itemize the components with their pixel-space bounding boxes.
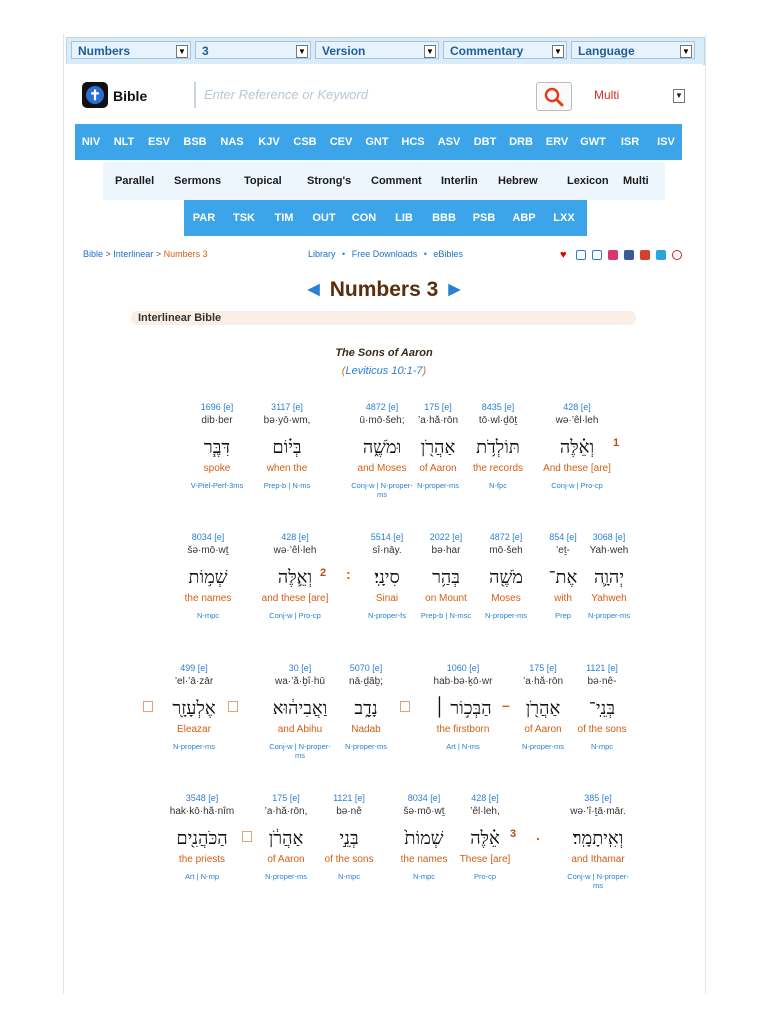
english-gloss: the priests xyxy=(178,854,226,865)
parsing[interactable]: N-proper-ms xyxy=(344,742,388,751)
hebrew-word: דִּבֶּ֧ר xyxy=(203,437,231,458)
transliteration: wə·’î·ṯā·mār. xyxy=(570,806,626,817)
interlinear-word xyxy=(182,402,252,490)
transliteration: mō·šeh xyxy=(489,545,523,556)
version-tab-abp[interactable]: ABP xyxy=(512,212,536,224)
tool-tab-hebrew[interactable]: Hebrew xyxy=(498,175,538,187)
paren-close: ) xyxy=(422,365,427,377)
parsing[interactable]: N-proper-ms xyxy=(484,611,528,620)
english-gloss: and Abihu xyxy=(277,724,323,735)
version-tab-esv[interactable]: ESV xyxy=(147,136,170,148)
strongs-number[interactable]: 3117 [e] xyxy=(271,402,303,412)
chevron-down-icon: ▼ xyxy=(424,45,436,58)
version-select-label: Version xyxy=(322,44,366,58)
version-tab-isv[interactable]: ISV xyxy=(657,136,675,148)
english-gloss: with xyxy=(554,593,572,604)
interlinear-word xyxy=(265,663,335,760)
interlinear-word xyxy=(251,793,321,881)
tool-tab-sermons[interactable]: Sermons xyxy=(174,175,222,187)
interlinear-word xyxy=(331,663,401,751)
version-tab-drb[interactable]: DRB xyxy=(509,136,533,148)
strongs-number[interactable]: 1060 [e] xyxy=(446,663,480,673)
parsing[interactable]: N-mpc xyxy=(590,742,614,751)
version-tab-cev[interactable]: CEV xyxy=(329,136,353,148)
version-tab-csb[interactable]: CSB xyxy=(293,136,317,148)
version-tab-par[interactable]: PAR xyxy=(192,212,216,224)
hebrew-word: מֹשֶׁ֖ה xyxy=(489,567,523,588)
version-tabs xyxy=(75,124,682,160)
hebrew-word: וְאֵ֛לֶּה xyxy=(277,567,313,588)
hebrew-word: אֵ֗לֶּה xyxy=(470,828,500,849)
english-gloss: And these [are] xyxy=(543,463,611,474)
strongs-number[interactable]: 5514 [e] xyxy=(370,532,404,542)
parsing[interactable]: Conj-w | Pro-cp xyxy=(269,611,321,620)
transliteration: wə·’êl·leh xyxy=(273,545,317,556)
hebrew-word: תּוֹלְדֹ֥ת xyxy=(476,437,520,458)
parsing[interactable]: N-proper-fs xyxy=(368,611,406,620)
parsing[interactable]: Art | N-mp xyxy=(184,872,220,881)
parsing[interactable]: N-fpc xyxy=(489,481,507,490)
free-downloads-link[interactable]: Free Downloads xyxy=(351,249,418,259)
parsing[interactable]: Prep xyxy=(555,611,571,620)
english-gloss: the names xyxy=(400,854,448,865)
strongs-number[interactable]: 854 [e] xyxy=(549,532,577,542)
section-heading: The Sons of Aaron xyxy=(335,347,433,359)
hebrew-word: שְׁמוֹת֙ xyxy=(404,828,444,849)
transliteration: bə·yō·wm, xyxy=(263,415,311,426)
verse-end-mark: . xyxy=(536,827,540,843)
breadcrumb-current: Numbers 3 xyxy=(163,249,208,259)
breadcrumb-separator: > xyxy=(153,249,164,259)
commentary-select[interactable] xyxy=(443,41,567,59)
hebrew-word: בְּנֵ֣י xyxy=(339,828,359,849)
next-chapter-arrow-icon[interactable]: ► xyxy=(444,278,465,301)
hebrew-word: וּמֹשֶׁ֑ה xyxy=(362,437,402,458)
resource-links xyxy=(308,249,463,259)
strongs-number[interactable]: 3548 [e] xyxy=(185,793,219,803)
transliteration: wə·’êl·leh xyxy=(555,415,599,426)
english-gloss: Yahweh xyxy=(591,593,627,604)
strongs-number[interactable]: 8435 [e] xyxy=(481,402,515,412)
section-bar: Interlinear Bible xyxy=(131,311,636,325)
paseq-box-icon xyxy=(228,701,238,712)
parsing[interactable]: N-proper-ms xyxy=(587,611,631,620)
transliteration: bə·nê- xyxy=(587,676,617,687)
commentary-select-label: Commentary xyxy=(450,44,524,58)
english-gloss: on Mount xyxy=(425,593,467,604)
paseq-box-icon xyxy=(242,831,252,842)
verse-number: 1 xyxy=(613,437,620,449)
strongs-number[interactable]: 2022 [e] xyxy=(429,532,463,542)
parsing[interactable]: N-mpc xyxy=(196,611,220,620)
strongs-number[interactable]: 1121 [e] xyxy=(586,663,618,673)
version-tab-nas[interactable]: NAS xyxy=(220,136,244,148)
parsing[interactable]: Pro-cp xyxy=(473,872,497,881)
chapter-select-label: 3 xyxy=(202,44,209,58)
parsing[interactable]: N-mpc xyxy=(412,872,436,881)
instagram-icon[interactable] xyxy=(608,250,618,260)
library-link[interactable]: Library xyxy=(308,249,336,259)
english-gloss: the names xyxy=(184,593,232,604)
hebrew-word: סִינָֽי׃ xyxy=(374,567,400,588)
version-tab-erv[interactable]: ERV xyxy=(545,136,569,148)
book-select[interactable] xyxy=(71,41,191,59)
interlinear-word xyxy=(428,663,498,751)
interlinear-word xyxy=(167,793,237,881)
transliteration: tō·wl·ḏōṯ xyxy=(478,415,518,426)
church-icon[interactable] xyxy=(592,250,602,260)
paseq-box-icon xyxy=(400,701,410,712)
heart-icon[interactable]: ♥ xyxy=(560,249,567,261)
english-gloss: of the sons xyxy=(324,854,374,865)
strongs-number[interactable]: 4872 [e] xyxy=(365,402,399,412)
strongs-number[interactable]: 385 [e] xyxy=(584,793,612,803)
transliteration: dib·ber xyxy=(201,415,233,426)
chevron-down-icon: ▼ xyxy=(552,45,564,58)
interlinear-word xyxy=(463,402,533,490)
strongs-number[interactable]: 428 [e] xyxy=(471,793,499,803)
english-gloss: These [are] xyxy=(459,854,511,865)
interlinear-word xyxy=(389,793,459,881)
chevron-down-icon[interactable]: ▼ xyxy=(673,89,685,103)
hebrew-word: וַאֲבִיה֔וּא xyxy=(272,698,328,719)
search-row xyxy=(66,64,703,124)
transliteration: ’a·hă·rōn xyxy=(522,676,564,687)
cross-reference-link[interactable]: Leviticus 10:1-7 xyxy=(345,365,423,377)
previous-chapter-arrow-icon[interactable]: ◄ xyxy=(303,278,324,301)
parsing[interactable]: Conj-w | Pro-cp xyxy=(551,481,603,490)
verse-number: 3 xyxy=(510,828,517,840)
tool-tab-parallel[interactable]: Parallel xyxy=(115,175,155,187)
hebrew-word: בְּנֵֽי־ xyxy=(588,698,616,719)
version-select[interactable] xyxy=(315,41,439,59)
parsing[interactable]: N-proper-ms xyxy=(416,481,460,490)
transliteration: wa·’ă·ḇî·hū xyxy=(274,676,326,687)
strongs-number[interactable]: 428 [e] xyxy=(281,532,309,542)
hebrew-word: אֶלְעָזָ֖ר xyxy=(172,698,216,719)
interlinear-word xyxy=(508,663,578,751)
interlinear-word xyxy=(352,532,422,620)
version-tab-bsb[interactable]: BSB xyxy=(183,136,207,148)
version-tab-bbb[interactable]: BBB xyxy=(432,212,456,224)
transliteration: ’el·’ā·zār xyxy=(174,676,214,687)
version-tab-asv[interactable]: ASV xyxy=(437,136,461,148)
hebrew-word: אַהֲרֹ֖ן xyxy=(420,437,456,458)
hebrew-word: הַכֹּהֲנִ֖ים xyxy=(176,828,228,849)
transliteration: bə·nê xyxy=(336,806,362,817)
tool-tab-lexicon[interactable]: Lexicon xyxy=(567,175,609,187)
english-gloss: spoke xyxy=(203,463,231,474)
tool-tab-strongs[interactable]: Strong's xyxy=(307,175,352,187)
version-tab-out[interactable]: OUT xyxy=(312,212,336,224)
version-tab-isr[interactable]: ISR xyxy=(620,136,640,148)
tool-tab-comment[interactable]: Comment xyxy=(371,175,422,187)
cross-reference xyxy=(0,365,768,377)
hebrew-word: אַהֲרֹ֖ן xyxy=(525,698,561,719)
hebrew-word: שְׁמ֥וֹת xyxy=(188,567,228,588)
english-gloss: of Aaron xyxy=(267,854,305,865)
version-tab-gwt[interactable]: GWT xyxy=(580,136,606,148)
strongs-number[interactable]: 8034 [e] xyxy=(407,793,441,803)
hebrew-word: בְּהַ֥ר xyxy=(432,567,460,588)
version-tab-lxx[interactable]: LXX xyxy=(553,212,575,224)
parsing[interactable]: Art | N-ms xyxy=(446,742,480,751)
version-tab-psb[interactable]: PSB xyxy=(472,212,496,224)
strongs-number[interactable]: 4872 [e] xyxy=(489,532,523,542)
link-separator: • xyxy=(423,249,427,259)
transliteration: hak·kō·hă·nîm xyxy=(169,806,235,817)
english-gloss: of the sons xyxy=(577,724,627,735)
version-tab-hcs[interactable]: HCS xyxy=(401,136,425,148)
twitter-icon[interactable] xyxy=(656,250,666,260)
parsing[interactable]: Prep-b | N-msc xyxy=(420,611,472,620)
strongs-number[interactable]: 1121 [e] xyxy=(333,793,365,803)
language-select[interactable] xyxy=(571,41,695,59)
parsing[interactable]: Conj-w | N-proper-ms xyxy=(269,742,331,760)
sof-pasuq-mark: : xyxy=(346,566,351,582)
search-input[interactable]: Enter Reference or Keyword xyxy=(194,82,534,108)
chapter-select[interactable] xyxy=(195,41,311,59)
interlinear-word xyxy=(347,402,417,499)
version-tab-kjv[interactable]: KJV xyxy=(258,136,280,148)
chapter-title: Numbers 3 xyxy=(329,278,439,301)
language-select-label: Language xyxy=(578,44,635,58)
transliteration: ’a·hă·rōn xyxy=(417,415,459,426)
version-tab-niv[interactable]: NIV xyxy=(81,136,101,148)
version-tab-con[interactable]: CON xyxy=(351,212,377,224)
paren-open: ( xyxy=(341,365,346,377)
maqqef-dash: – xyxy=(502,697,510,713)
ebibles-link[interactable]: eBibles xyxy=(433,249,463,259)
english-gloss: of Aaron xyxy=(524,724,562,735)
tool-tab-multi[interactable]: Multi xyxy=(623,175,649,187)
bible-logo-icon[interactable]: ✝ xyxy=(82,82,108,108)
english-gloss: the records xyxy=(472,463,524,474)
version-tabs-secondary xyxy=(184,200,587,236)
transliteration: ’êl·leh, xyxy=(470,806,500,817)
transliteration: bə·har xyxy=(431,545,461,556)
english-gloss: Moses xyxy=(491,593,521,604)
english-gloss: when the xyxy=(266,463,308,474)
facebook-icon[interactable] xyxy=(624,250,634,260)
version-tab-nlt[interactable]: NLT xyxy=(113,136,135,148)
transliteration: Yah·weh xyxy=(589,545,629,556)
chevron-down-icon: ▼ xyxy=(176,45,188,58)
verse-number: 2 xyxy=(320,567,327,579)
parsing[interactable]: Conj-w | N-proper-ms xyxy=(351,481,413,499)
strongs-number[interactable]: 30 [e] xyxy=(288,663,312,673)
transliteration: ū·mō·šeh; xyxy=(359,415,405,426)
paseq-box-icon xyxy=(143,701,153,712)
interlinear-word xyxy=(563,793,633,890)
transliteration: sî·nāy. xyxy=(372,545,402,556)
version-tab-dbt[interactable]: DBT xyxy=(473,136,497,148)
tool-tabs xyxy=(103,162,665,200)
book-select-label: Numbers xyxy=(78,44,131,58)
strongs-number[interactable]: 499 [e] xyxy=(180,663,208,673)
english-gloss: and Moses xyxy=(357,463,407,474)
parsing[interactable]: N-proper-ms xyxy=(521,742,565,751)
hebrew-word: אַהֲרֹ֔ן xyxy=(268,828,304,849)
breadcrumb-bible-link[interactable]: Bible xyxy=(83,249,104,259)
search-button[interactable] xyxy=(536,82,572,111)
version-tab-tsk[interactable]: TSK xyxy=(233,212,255,224)
version-tab-gnt[interactable]: GNT xyxy=(365,136,389,148)
transliteration: šə·mō·wṯ xyxy=(187,545,229,556)
parsing[interactable]: N-mpc xyxy=(337,872,361,881)
parsing[interactable]: V-Piel-Perf-3ms xyxy=(190,481,244,490)
parsing[interactable]: Prep-b | N-ms xyxy=(263,481,311,490)
breadcrumb-separator: > xyxy=(103,249,114,259)
interlinear-word xyxy=(542,402,612,490)
pinterest-icon[interactable] xyxy=(672,250,682,260)
version-tab-lib[interactable]: LIB xyxy=(395,212,413,224)
strongs-number[interactable]: 175 [e] xyxy=(272,793,300,803)
link-separator: • xyxy=(342,249,346,259)
interlinear-word xyxy=(471,532,541,620)
breadcrumb-interlinear-link[interactable]: Interlinear xyxy=(113,249,154,259)
hebrew-word: וְאִֽיתָמָֽר׃ xyxy=(572,828,624,849)
hebrew-word: אֶת־ xyxy=(548,567,578,588)
tool-tab-interlin[interactable]: Interlin xyxy=(441,175,478,187)
hebrew-word: יְהוָ֛ה xyxy=(593,567,625,588)
strongs-number[interactable]: 175 [e] xyxy=(424,402,452,412)
transliteration: hab·bə·ḵō·wr xyxy=(433,676,493,687)
strongs-number[interactable]: 5070 [e] xyxy=(349,663,383,673)
interlinear-word xyxy=(173,532,243,620)
strongs-number[interactable]: 175 [e] xyxy=(529,663,557,673)
english-gloss: and Ithamar xyxy=(571,854,625,865)
hebrew-word: נָדָ֑ב xyxy=(354,698,378,719)
hebrew-word: בְּי֗וֹם xyxy=(272,437,302,458)
english-gloss: Eleazar xyxy=(177,724,211,735)
hebrew-word: וְאֵ֗לֶּה xyxy=(559,437,595,458)
chevron-down-icon: ▼ xyxy=(680,45,692,58)
parsing[interactable]: N-proper-ms xyxy=(172,742,216,751)
transliteration: nā·ḏāḇ; xyxy=(349,676,383,687)
transliteration: šə·mō·wṯ xyxy=(403,806,445,817)
search-icon xyxy=(537,83,571,110)
page-title xyxy=(0,278,768,302)
english-gloss: of Aaron xyxy=(419,463,457,474)
strongs-number[interactable]: 428 [e] xyxy=(563,402,591,412)
english-gloss: and these [are] xyxy=(261,593,329,604)
interlinear-word xyxy=(314,793,384,881)
english-gloss: Sinai xyxy=(375,593,399,604)
tool-tab-topical[interactable]: Topical xyxy=(244,175,282,187)
interlinear-word xyxy=(159,663,229,751)
breadcrumb xyxy=(83,249,208,259)
chevron-down-icon: ▼ xyxy=(296,45,308,58)
multi-select-label[interactable]: Multi xyxy=(594,88,620,102)
book-icon[interactable] xyxy=(576,250,586,260)
strongs-number[interactable]: 8034 [e] xyxy=(191,532,225,542)
parsing[interactable]: N-proper-ms xyxy=(264,872,308,881)
transliteration: ’a·hă·rōn, xyxy=(264,806,308,817)
navigation-bar xyxy=(66,37,705,65)
google-plus-icon[interactable] xyxy=(640,250,650,260)
transliteration: ’eṯ- xyxy=(556,545,570,556)
strongs-number[interactable]: 3068 [e] xyxy=(592,532,626,542)
strongs-number[interactable]: 1696 [e] xyxy=(200,402,234,412)
english-gloss: the firstborn xyxy=(436,724,490,735)
english-gloss: Nadab xyxy=(351,724,381,735)
version-tab-tim[interactable]: TIM xyxy=(274,212,294,224)
logo-text: Bible xyxy=(113,88,148,104)
hebrew-word: הַבְּכ֣וֹר ׀ xyxy=(434,698,492,719)
parsing[interactable]: Conj-w | N-proper-ms xyxy=(567,872,629,890)
interlinear-word xyxy=(252,402,322,490)
